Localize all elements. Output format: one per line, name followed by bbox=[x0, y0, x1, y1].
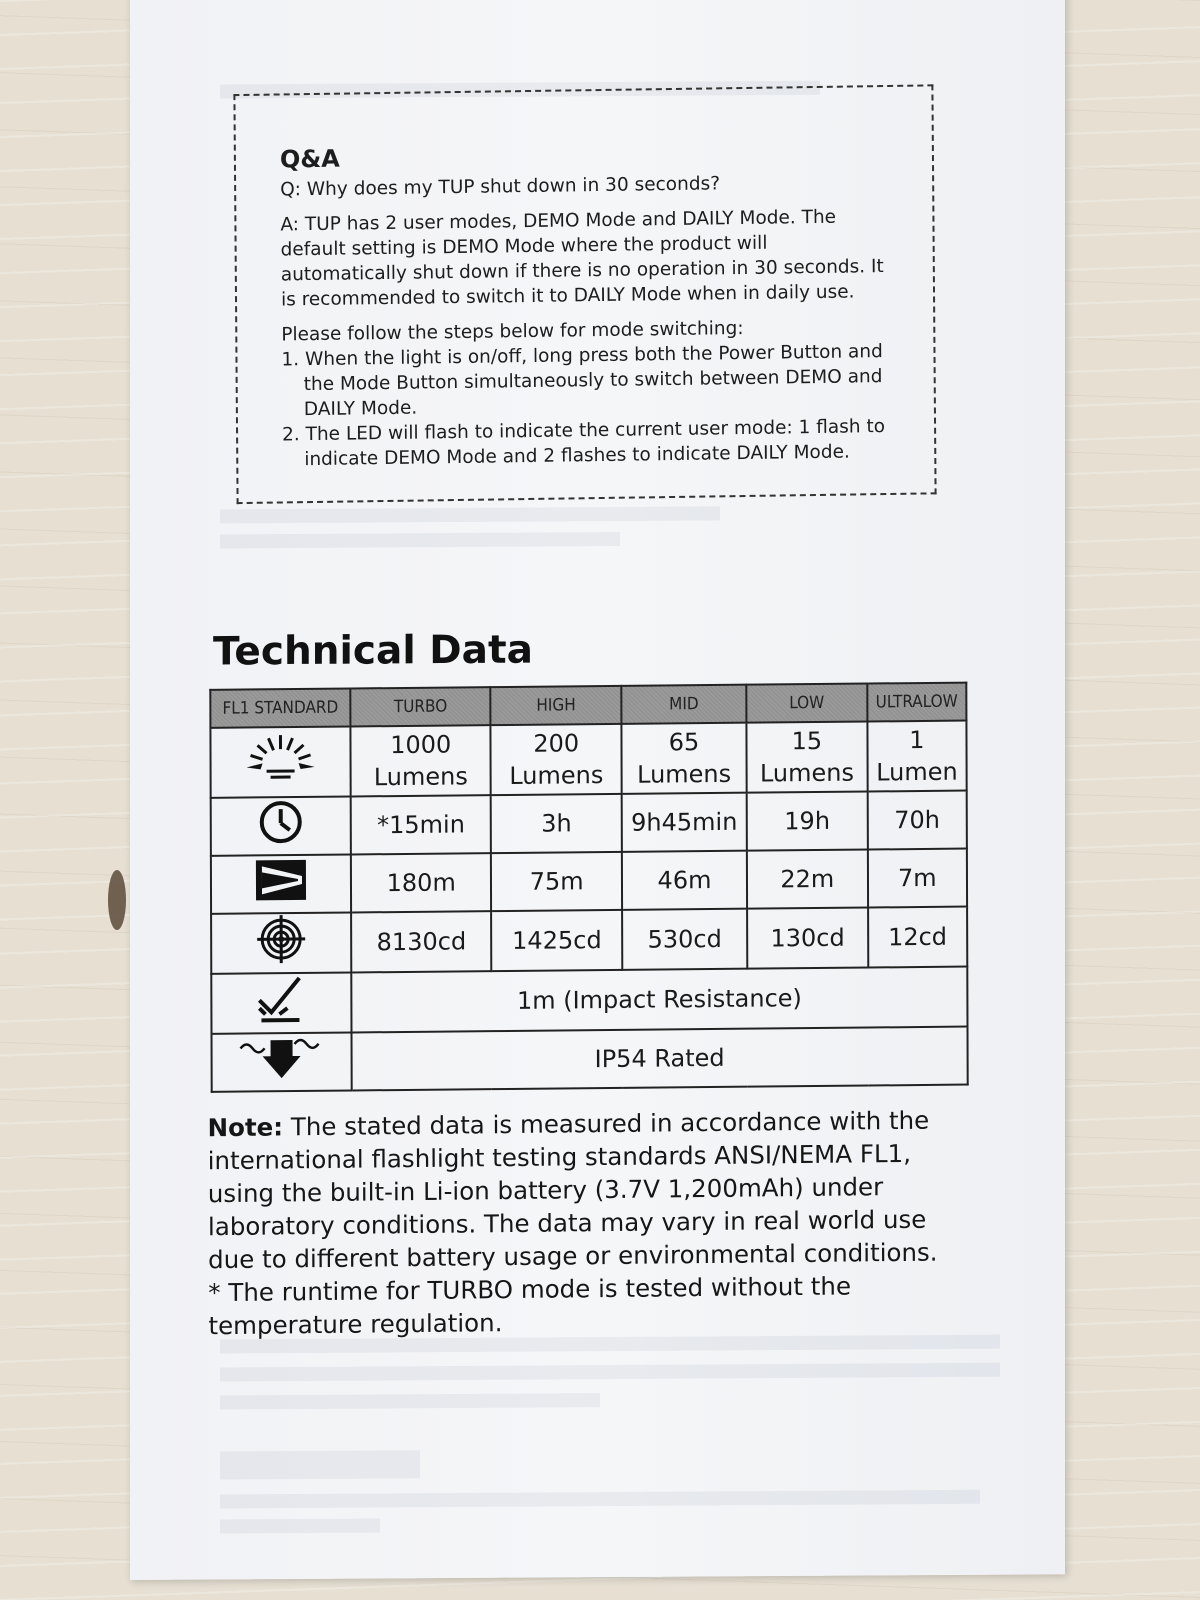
target-icon bbox=[211, 912, 351, 973]
table-row-impact bbox=[211, 967, 967, 1034]
impact-resistance-icon bbox=[211, 972, 351, 1033]
table-row-intensity bbox=[211, 907, 967, 974]
note-section bbox=[207, 1103, 978, 1342]
header-ultralow: ULTRALOW bbox=[867, 683, 966, 722]
clock-icon bbox=[211, 796, 351, 855]
header-mid: MID bbox=[621, 685, 746, 724]
qa-steps-list bbox=[281, 339, 892, 473]
water-resistance-icon bbox=[212, 1032, 352, 1091]
qa-question: Q: Why does my TUP shut down in 30 seconds? bbox=[280, 173, 721, 201]
wood-knot bbox=[108, 870, 126, 930]
header-turbo: TURBO bbox=[350, 687, 491, 726]
qa-steps-intro: Please follow the steps below for mode switching: bbox=[281, 318, 744, 346]
technical-data-title: Technical Data bbox=[213, 627, 533, 675]
intensity-mid: 530cd bbox=[622, 909, 747, 970]
qa-title: Q&A bbox=[279, 144, 340, 174]
intensity-high: 1425cd bbox=[492, 910, 623, 971]
impact-resistance-value: 1m (Impact Resistance) bbox=[351, 967, 967, 1033]
output-low: 15 Lumens bbox=[746, 722, 867, 793]
output-turbo: 1000 Lumens bbox=[350, 725, 491, 796]
table-row-waterproof bbox=[212, 1027, 968, 1092]
distance-low: 22m bbox=[747, 850, 868, 909]
note-paragraph bbox=[207, 1103, 978, 1276]
header-high: HIGH bbox=[491, 686, 622, 725]
note-footnote: * The runtime for TURBO mode is tested without the temperature regulation. bbox=[208, 1271, 852, 1341]
output-mid: 65 Lumens bbox=[621, 723, 746, 794]
header-fl1-standard: FL1 STANDARD bbox=[210, 688, 350, 727]
intensity-turbo: 8130cd bbox=[351, 911, 492, 972]
manual-page bbox=[130, 0, 1065, 1580]
header-low: LOW bbox=[746, 684, 867, 723]
table-row-distance bbox=[211, 849, 967, 914]
table-row-output bbox=[210, 721, 966, 798]
note-label: Note: bbox=[207, 1112, 284, 1143]
distance-high: 75m bbox=[491, 852, 622, 911]
note-text: The stated data is measured in accordance with the international flashlight testing standards ANSI/NEMA FL1, using the built-in Li-ion battery (3.7V 1,200mAh) under laboratory conditions. The data may vary in real world use due to different battery usage or environmental conditions. bbox=[207, 1105, 938, 1275]
qa-answer: A: TUP has 2 user modes, DEMO Mode and DAILY Mode. The default setting is DEMO Mode where the product will automatically shut down if there is no operation in 30 seconds. It is recommended to switch it to DAILY Mode when in daily use. bbox=[280, 206, 884, 311]
runtime-high: 3h bbox=[491, 794, 622, 853]
runtime-ultralow: 70h bbox=[867, 791, 966, 850]
distance-ultralow: 7m bbox=[868, 849, 967, 908]
distance-turbo: 180m bbox=[351, 853, 492, 912]
runtime-low: 19h bbox=[747, 792, 868, 851]
technical-data-table bbox=[209, 682, 968, 1093]
distance-mid: 46m bbox=[622, 851, 747, 910]
qa-step-1: 1. When the light is on/off, long press both the Power Button and the Mode Button simultaneously to switch between DEMO and DAILY Mode. bbox=[281, 341, 883, 421]
beam-distance-icon bbox=[211, 854, 351, 913]
runtime-mid: 9h45min bbox=[622, 793, 747, 852]
intensity-low: 130cd bbox=[747, 908, 868, 969]
output-ultralow: 1 Lumen bbox=[867, 721, 967, 792]
qa-box bbox=[233, 84, 936, 504]
qa-step-2: 2. The LED will flash to indicate the current user mode: 1 flash to indicate DEMO Mode and 2 flashes to indicate DAILY Mode. bbox=[281, 416, 886, 471]
runtime-turbo: *15min bbox=[351, 795, 492, 854]
brightness-icon bbox=[210, 726, 350, 797]
intensity-ultralow: 12cd bbox=[868, 907, 968, 968]
output-high: 200 Lumens bbox=[491, 724, 622, 795]
table-row-runtime bbox=[211, 791, 967, 856]
waterproof-rating-value: IP54 Rated bbox=[352, 1027, 968, 1091]
